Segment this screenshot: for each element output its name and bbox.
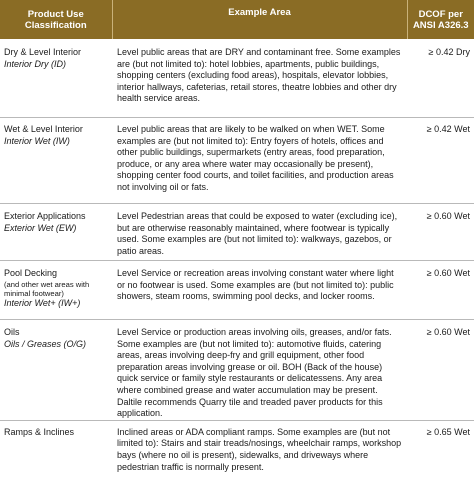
classification-code: Interior Wet (IW) xyxy=(4,135,70,146)
table-row xyxy=(0,118,474,204)
dcof-value: ≥ 0.42 Wet xyxy=(407,118,474,204)
example-area-cell: Level public areas that are likely to be walked on when WET. Some examples are (but not limited to): Entry foyers of hotels, offices and other public buildings, supermarkets (entry areas, food preparation, produce, or any area where water may occasionally be present), shopping center food courts, and toilet facilities, and production areas not involving oil or fats. xyxy=(112,118,407,204)
example-area-cell: Inclined areas or ADA compliant ramps. Some examples are (but not limited to): Stairs and stair treads/nosings, wheelchair ramps, workshop bays (where no oil is present), sidewalks, and driveways where pedestrian traffic is normally present. xyxy=(112,420,407,486)
dcof-value: ≥ 0.65 Wet xyxy=(407,420,474,486)
header-dcof: DCOF per ANSI A326.3 xyxy=(407,0,474,39)
classification-name: Wet & Level Interior xyxy=(4,124,83,134)
classification-name: Pool Decking xyxy=(4,268,58,278)
header-example-area: Example Area xyxy=(112,0,407,39)
table-header xyxy=(0,0,474,39)
example-area-cell: Level public areas that are DRY and contaminant free. Some examples are (but not limited to): hotel lobbies, apartments, public buildings, shopping centers (excluding food areas), hospitals, elevator lobbies, interior hallways, cafeterias, retail stores, theatre lobbies and other dry health service areas. xyxy=(117,47,401,104)
table-row xyxy=(0,320,474,421)
classification-code: Oils / Greases (O/G) xyxy=(4,338,87,349)
product-use-cell xyxy=(0,261,112,320)
example-area-cell: Level Service or production areas involving oils, greases, and/or fats. Some examples are (but not limited to): automotive fluids, catering areas, areas involving deep-fry and grill equipment, other food preparation areas involving grease or oil. BOH (Back of the house) quick service or family style restaurants or delicatessens. Any area where combined grease and water accumulation may be present. Daltile recommends Quarry tile and treaded paver products for this application. xyxy=(112,320,407,421)
product-use-cell xyxy=(0,118,112,204)
table-row xyxy=(0,420,474,486)
product-use-cell xyxy=(0,204,112,261)
classification-name: Dry & Level Interior xyxy=(4,47,82,57)
classification-code: Interior Dry (ID) xyxy=(4,58,67,69)
product-use-cell xyxy=(0,320,112,421)
example-area-cell: Level Service or recreation areas involving constant water where light or no footwear is used. Some examples are (but not limited to): public showers, steam rooms, swimming pool decks, and locker rooms. xyxy=(112,261,407,320)
table-row xyxy=(0,39,474,118)
table-row xyxy=(0,204,474,261)
product-use-cell xyxy=(0,39,112,118)
dcof-value: ≥ 0.60 Wet xyxy=(407,320,474,421)
classification-name: Ramps & Inclines xyxy=(4,426,75,437)
table-body xyxy=(0,39,474,486)
dcof-value: ≥ 0.60 Wet xyxy=(407,261,474,320)
header-product-use: Product Use Classification xyxy=(0,0,112,39)
header-row xyxy=(0,0,474,39)
classification-note: (and other wet areas with minimal footwear) xyxy=(4,279,90,298)
classification-name: Exterior Applications xyxy=(4,211,86,221)
product-use-cell xyxy=(0,420,112,486)
classification-code: Interior Wet+ (IW+) xyxy=(4,298,81,308)
example-area-cell: Level Pedestrian areas that could be exposed to water (excluding ice), but are otherwise reasonably maintained, where footwear is typically used. Some examples are (but not limited to): walkways, gazebos, or patio areas. xyxy=(112,204,407,261)
dcof-value: ≥ 0.42 Dry xyxy=(428,47,470,57)
table-row xyxy=(0,261,474,320)
classification-code: Exterior Wet (EW) xyxy=(4,222,77,233)
dcof-value: ≥ 0.60 Wet xyxy=(407,204,474,261)
classification-name: Oils xyxy=(4,327,20,337)
